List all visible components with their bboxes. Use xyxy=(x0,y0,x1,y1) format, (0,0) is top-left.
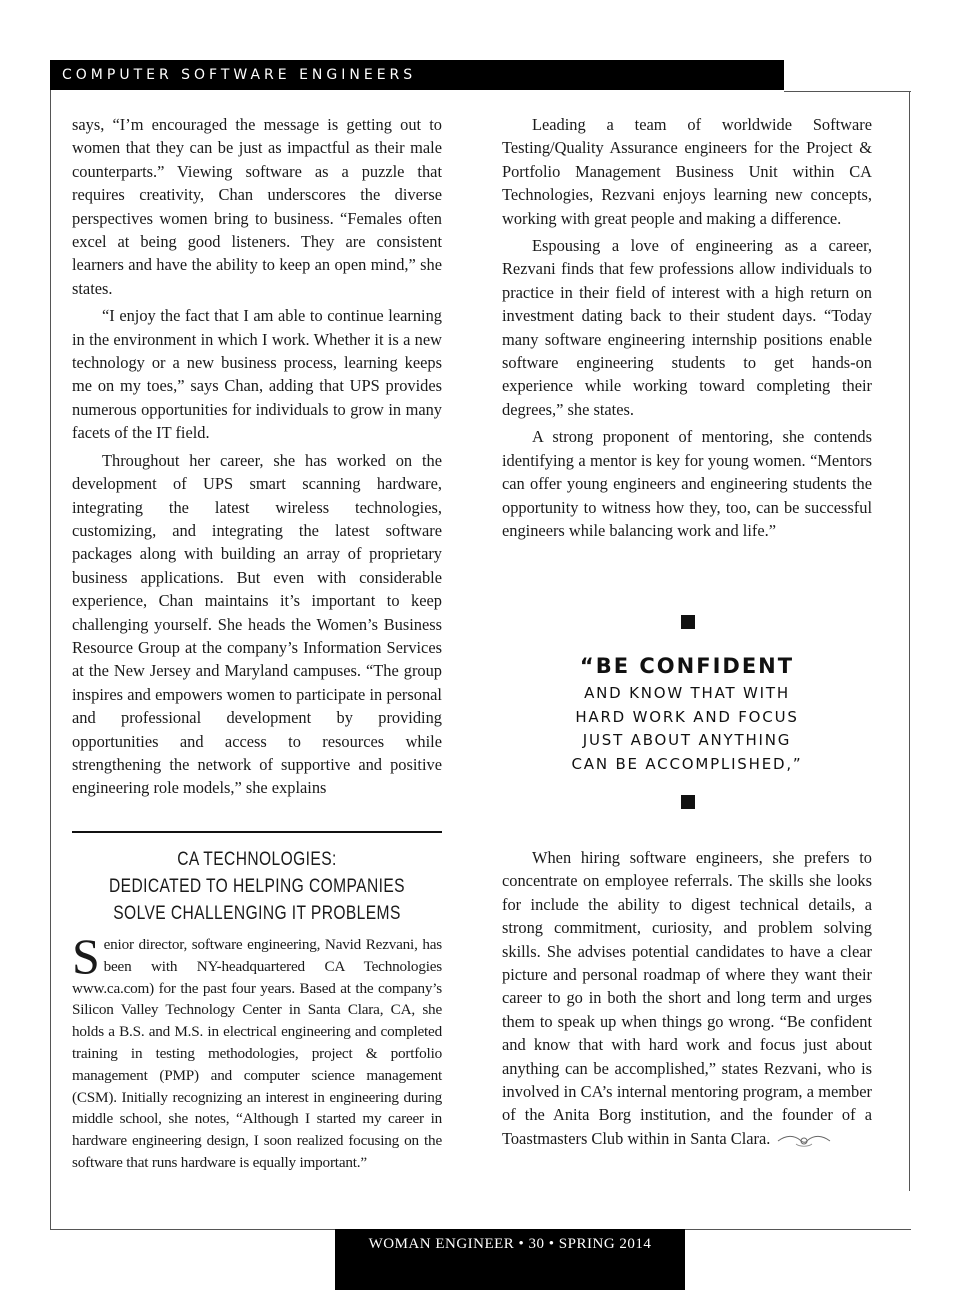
footer-text: WOMAN ENGINEER • 30 • SPRING 2014 xyxy=(368,1236,652,1252)
frame-line-right xyxy=(909,91,910,1191)
sidebar-title-line: SOLVE CHALLENGING IT PROBLEMS xyxy=(113,903,401,924)
paragraph: says, “I’m encouraged the message is getting out to women that they can be just as impactful as their male counterparts.” Viewing software as a puzzle that requires creativity, Chan underscores the diverse perspectives women bring to business. “Females often excel at being good listeners. They are consistent learners and have the ability to keep an open mind,” she states. xyxy=(72,115,442,298)
square-bullet-icon xyxy=(681,795,695,809)
sidebar-text: enior director, software engineering, Navid Rezvani, has been with NY-headquartered CA Technologies www.ca.com) for the past four years. Based at the company’s Silicon Valley Technology Center in Santa Clara, CA, she holds a B.S. and M.S. in electrical engineering and completed training in testing methodologies, project & portfolio management (PMP) and computer science management (CSM). Initially recognizing an interest in engineering during middle school, she notes, “Although I started my career in hardware engineering design, I soon realized focusing on the software that runs hardware is equally important.” xyxy=(72,936,442,1171)
sidebar-title xyxy=(105,846,408,927)
square-bullet-icon xyxy=(681,615,695,629)
flourish-icon xyxy=(776,1132,832,1148)
right-column-bottom xyxy=(502,846,872,1154)
frame-line-left xyxy=(50,90,51,1230)
pull-quote xyxy=(502,650,872,776)
sidebar-title-line: DEDICATED TO HELPING COMPANIES xyxy=(109,876,405,897)
right-column-top xyxy=(502,113,872,546)
pull-quote-line: HARD WORK AND FOCUS xyxy=(575,707,799,726)
drop-cap: S xyxy=(72,928,100,984)
paragraph: Espousing a love of engineering as a career, Rezvani finds that few professions allow individuals to practice in their field of interest with a high return on investment dating back to their student days. “Today many software engineering internship positions enable software engineering students to get hands-on experience while working toward completing their degrees,” she states. xyxy=(502,236,872,419)
sidebar-divider xyxy=(72,831,442,833)
section-header-bar xyxy=(50,60,784,90)
paragraph: A strong proponent of mentoring, she contends identifying a mentor is key for young women. “Mentors can offer young engineers and engineering students the opportunity to witness how they, too, can be successful engineers while balancing work and life.” xyxy=(502,427,872,540)
paragraph: “I enjoy the fact that I am able to continue learning in the environment in which I work. Whether it is a new technology or a new business process, learning keeps me on my toes,” says Chan, adding that UPS provides numerous opportunities for individuals to grow in many facets of the IT field. xyxy=(72,306,442,443)
sidebar-body xyxy=(72,928,442,1174)
section-title: COMPUTER SOFTWARE ENGINEERS xyxy=(62,67,417,83)
pull-quote-headline: “BE CONFIDENT xyxy=(579,654,795,678)
paragraph xyxy=(502,846,872,1150)
left-column xyxy=(72,113,442,804)
pull-quote-line: CAN BE ACCOMPLISHED,” xyxy=(571,754,803,773)
frame-line-top xyxy=(784,91,911,92)
footer-bar xyxy=(335,1229,685,1290)
sidebar-title-line: CA TECHNOLOGIES: xyxy=(177,849,337,870)
pull-quote-line: JUST ABOUT ANYTHING xyxy=(582,731,792,749)
paragraph: Throughout her career, she has worked on the development of UPS smart scanning hardware, integrating the latest wireless technologies, customizing, and integrating the latest software packages along with building an array of proprietary business applications. But even with considerable experience, Chan maintains it’s important to keep challenging yourself. She heads the Women’s Business Resource Group at the company’s Information Services at the New Jersey and Maryland campuses. “The group inspires and empowers women to participate in personal and professional development by providing opportunities and access to resources while strengthening the network of supportive and positive engineering role models,” she explains xyxy=(72,450,442,798)
paragraph: Leading a team of worldwide Software Testing/Quality Assurance engineers for the Project & Portfolio Management Business Unit within CA Technologies, Rezvani enjoys learning new concepts, working with great people and making a difference. xyxy=(502,115,872,228)
paragraph-text: When hiring software engineers, she prefers to concentrate on employee referrals. The skills she looks for include the ability to digest technical details, a strong commitment, curiosity, and problem solving skills. She advises potential candidates to have a clear picture and personal roadmap of where they want their career to go in both the short and long term and urges them to speak up when things go wrong. “Be confident and know that with hard work and focus just about anything can be accomplished,” states Rezvani, who is involved in CA’s internal mentoring program, a member of the Anita Borg institution, and the founder of a Toastmasters Club within in Santa Clara. xyxy=(502,848,872,1148)
pull-quote-line: AND KNOW THAT WITH xyxy=(584,684,790,702)
